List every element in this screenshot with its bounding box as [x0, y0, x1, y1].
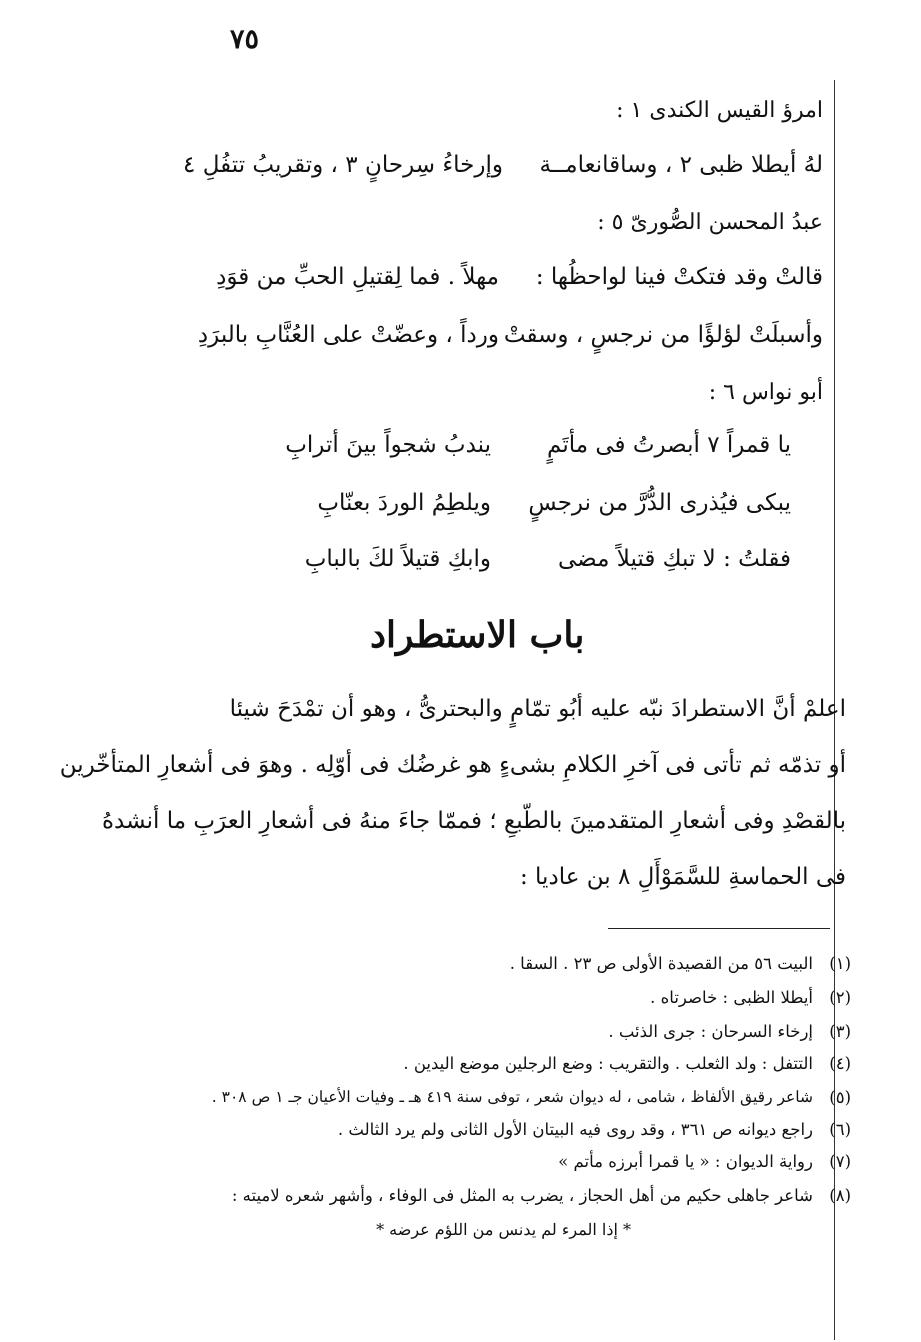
verse-first-hemistich: لهُ أيطلا ظبى ٢ ، وساقانعامــة	[539, 152, 823, 178]
verse-first-hemistich: يا قمراً ٧ أبصرتُ فى مأتَمٍ	[547, 432, 791, 458]
footnote-text: البيت ٥٦ من القصيدة الأولى ص ٢٣ . السقا .	[509, 954, 813, 973]
prose-line: فى الحماسةِ للسَّمَوْأَلِ ٨ بن عاديا :	[519, 864, 846, 890]
verse-first-hemistich: فقلتُ : لا تبكِ قتيلاً مضى	[557, 546, 791, 572]
footnote-number: (٥)	[829, 1088, 851, 1107]
footnote-number: (٣)	[829, 1022, 851, 1041]
section-title: باب الاستطراد	[370, 614, 585, 656]
footnote-number: (٤)	[829, 1054, 851, 1073]
footnote-separator	[608, 928, 830, 929]
poet-name: امرؤ القيس الكندى ١ :	[616, 98, 823, 123]
footnote-text: شاعر رقيق الألفاظ ، شامى ، له ديوان شعر ، توفى سنة ٤١٩ هـ ـ وفيات الأعيان جـ ١ ص ٣٠٨ .	[211, 1088, 813, 1106]
verse-second-hemistich: وابكِ قتيلاً لكَ بالبابِ	[304, 546, 491, 572]
verse-second-hemistich: يندبُ شجواً بينَ أترابِ	[285, 432, 491, 458]
verse-first-hemistich: قالتْ وقد فتكتْ فينا لواحظُها :	[535, 264, 823, 290]
poet-name: أبو نواس ٦ :	[708, 380, 823, 405]
footnote-text: التتفل : ولد الثعلب . والتقريب : وضع الرجلين موضع اليدين .	[403, 1054, 813, 1073]
page-number: ٧٥	[230, 24, 260, 55]
footnote-number: (١)	[829, 954, 851, 973]
footnote-number: (٢)	[829, 988, 851, 1007]
verse-second-hemistich: وإرخاءُ سِرحانٍ ٣ ، وتقريبُ تتفُلِ ٤	[183, 152, 503, 178]
poet-name: عبدُ المحسن الصُّورىّ ٥ :	[597, 210, 823, 235]
prose-line: أو تذمّه ثم تأتى فى آخرِ الكلامِ بشىءٍ هو غرضُك فى أوّلِه . وهوَ فى أشعارِ المتأخّرين	[59, 752, 846, 778]
verse-first-hemistich: يبكى فيُذرى الدُّرَّ من نرجسٍ	[528, 490, 791, 516]
footnote-text: راجع ديوانه ص ٣٦١ ، وقد روى فيه البيتان الأول الثانى ولم يرد الثالث .	[337, 1120, 813, 1139]
footnote-number: (٨)	[829, 1186, 851, 1205]
verse-second-hemistich: مهلاً . فما لِقتيلِ الحبِّ من قوَدِ	[216, 264, 499, 290]
prose-line: اعلمْ أنَّ الاستطرادَ نبّه عليه أبُو تمّامٍ والبحترىُّ ، وهو أن تمْدَحَ شيئا	[229, 696, 846, 722]
footnote-number: (٦)	[829, 1120, 851, 1139]
footnote-text: رواية الديوان : « يا قمرا أبرزه مأتم »	[558, 1152, 813, 1171]
footnote-verse-quote: * إذا المرء لم يدنس من اللؤم عرضه *	[376, 1220, 631, 1239]
footnote-text: إرخاء السرحان : جرى الذئب .	[608, 1022, 813, 1041]
footnote-text: أيطلا الظبى : خاصرتاه .	[650, 988, 813, 1007]
prose-line: بالقصْدِ وفى أشعارِ المتقدمينَ بالطّبعِ ؛ فممّا جاءَ منهُ فى أشعارِ العرَبِ ما أنشدهُ	[101, 808, 846, 834]
footnote-text: شاعر جاهلى حكيم من أهل الحجاز ، يضرب به المثل فى الوفاء ، وأشهر شعره لاميته :	[231, 1186, 813, 1205]
verse-second-hemistich: ويلطِمُ الوردَ بعنّابِ	[317, 490, 491, 516]
verse-second-hemistich: ورداً ، وعضّتْ على العُنَّابِ بالبرَدِ	[197, 322, 499, 348]
verse-first-hemistich: وأسبلَتْ لؤلؤًا من نرجسٍ ، وسقتْ	[503, 322, 823, 348]
footnote-number: (٧)	[829, 1152, 851, 1171]
